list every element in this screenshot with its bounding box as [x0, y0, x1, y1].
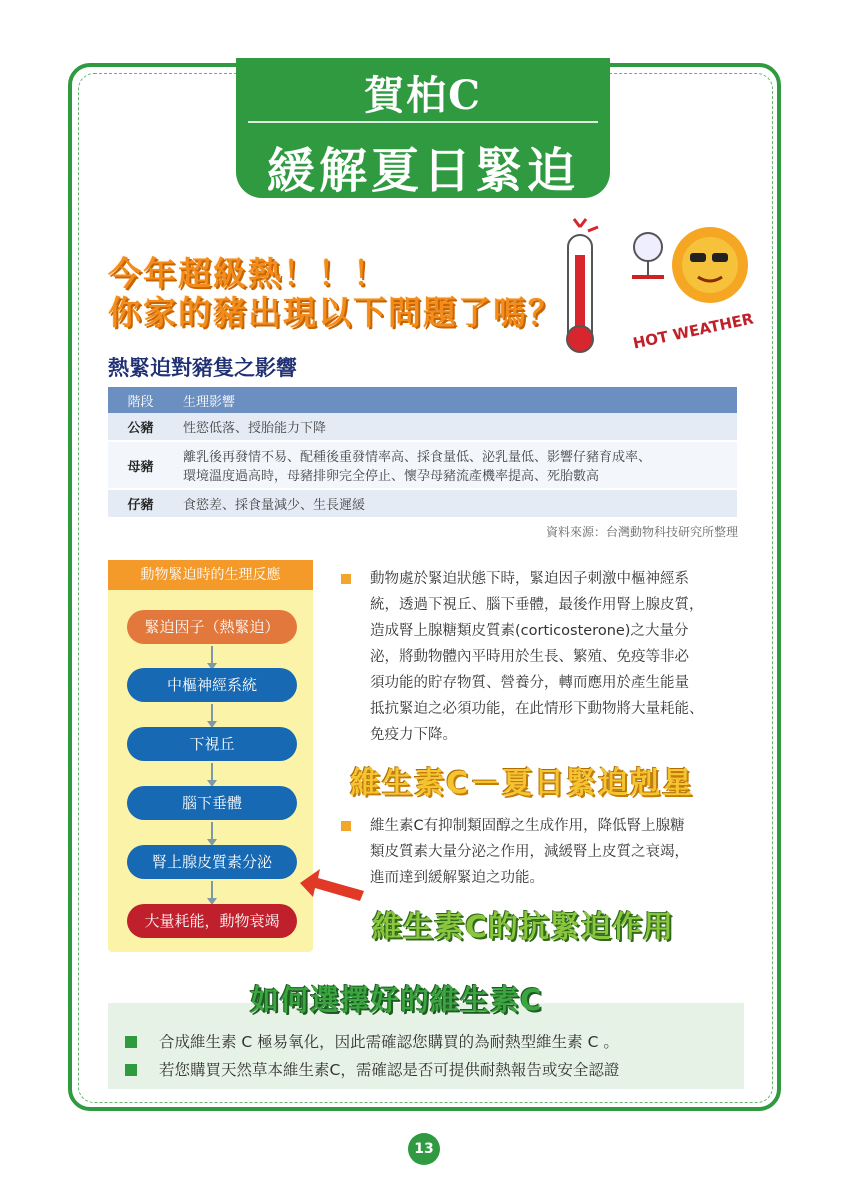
sun-icon	[672, 227, 748, 303]
list-item	[125, 1058, 619, 1080]
flow-arrow	[211, 881, 213, 899]
data-source-note: 資料來源：台灣動物科技研究所整理	[545, 525, 738, 539]
fan-icon	[632, 233, 664, 277]
page-number: 13	[408, 1133, 440, 1165]
hot-weather-illustration	[560, 215, 760, 365]
column-header-effect: 生理影響	[173, 387, 737, 413]
text-line: 須功能的貯存物質、營養分，轉而應用於產生能量	[370, 675, 689, 691]
flowchart-title: 動物緊迫時的生理反應	[108, 560, 313, 590]
text-line: 泌，將動物體內平時用於生長、繁殖、免疫等非必	[370, 649, 689, 665]
effect-cell: 性慾低落、授胎能力下降	[173, 413, 737, 441]
flow-step: 腦下垂體	[127, 786, 297, 820]
flow-step: 緊迫因子（熱緊迫）	[127, 610, 297, 644]
headline-line1: 今年超級熱！！！	[108, 254, 388, 293]
table-row	[108, 413, 737, 441]
bullet-square	[125, 1064, 137, 1076]
column-header-stage: 階段	[108, 387, 173, 413]
vitamin-c-heading: 維生素C－夏日緊迫剋星	[350, 766, 695, 801]
flow-step: 腎上腺皮質素分泌	[127, 845, 297, 879]
stage-cell: 公豬	[108, 413, 173, 441]
title-tab	[236, 58, 610, 198]
stage-cell: 仔豬	[108, 489, 173, 518]
choose-title: 如何選擇好的維生素C	[250, 983, 543, 1017]
flow-arrow	[211, 704, 213, 722]
list-item-text: 若您購買天然草本維生素C，需確認是否可提供耐熱報告或安全認證	[159, 1061, 620, 1079]
anti-stress-heading: 維生素C的抗緊迫作用	[372, 910, 675, 945]
stress-flowchart	[108, 560, 313, 952]
flow-step: 中樞神經系統	[127, 668, 297, 702]
text-line: 抵抗緊迫之必須功能，在此情形下動物將大量耗能、	[370, 701, 704, 717]
bullet-square	[125, 1036, 137, 1048]
text-line: 進而達到緩解緊迫之功能。	[370, 870, 544, 886]
table-row	[108, 489, 737, 518]
text-line: 動物處於緊迫狀態下時，緊迫因子刺激中樞神經系	[370, 571, 689, 587]
text-line: 造成腎上腺糖類皮質素(corticosterone)之大量分	[370, 623, 689, 639]
table-row	[108, 441, 737, 489]
text-line: 統，透過下視丘、腦下垂體，最後作用腎上腺皮質，	[370, 597, 704, 613]
stage-cell: 母豬	[108, 441, 173, 489]
svg-text:HOT WEATHER: HOT WEATHER	[631, 309, 756, 353]
table-header-row	[108, 387, 737, 413]
list-item-text: 合成維生素 C 極易氧化，因此需確認您購買的為耐熱型維生素 C 。	[159, 1033, 619, 1051]
list-item	[125, 1030, 619, 1052]
flow-step: 下視丘	[127, 727, 297, 761]
text-line: 維生素C有抑制類固醇之生成作用，降低腎上腺糖	[370, 818, 685, 834]
bullet-square	[341, 821, 351, 831]
red-arrow-icon	[298, 865, 368, 905]
headline-line2: 你家的豬出現以下問題了嗎？	[108, 293, 563, 332]
effect-cell: 食慾差、採食量減少、生長遲緩	[173, 489, 737, 518]
effect-line: 離乳後再發情不易、配種後重發情率高、採食量低、泌乳量低、影響仔豬育成率、	[183, 450, 652, 465]
effects-title: 熱緊迫對豬隻之影響	[108, 356, 297, 380]
effect-cell	[173, 441, 737, 489]
flow-step: 大量耗能，動物衰竭	[127, 904, 297, 938]
bullet-square	[341, 574, 351, 584]
page-title: 緩解夏日緊迫	[266, 143, 579, 199]
text-line: 免疫力下降。	[370, 727, 457, 743]
brand-title: 賀柏C	[364, 72, 482, 119]
thermometer-icon	[567, 219, 598, 352]
stress-explanation	[370, 566, 748, 748]
effects-table	[108, 387, 737, 519]
title-divider	[248, 121, 598, 123]
flow-arrow	[211, 646, 213, 664]
vitamin-c-explanation	[370, 813, 748, 891]
flow-arrow	[211, 763, 213, 781]
flow-arrow	[211, 822, 213, 840]
text-line: 類皮質素大量分泌之作用，減緩腎上皮質之衰竭，	[370, 844, 689, 860]
effect-line: 環境溫度過高時，母豬排卵完全停止、懷孕母豬流產機率提高、死胎數高	[183, 469, 600, 484]
